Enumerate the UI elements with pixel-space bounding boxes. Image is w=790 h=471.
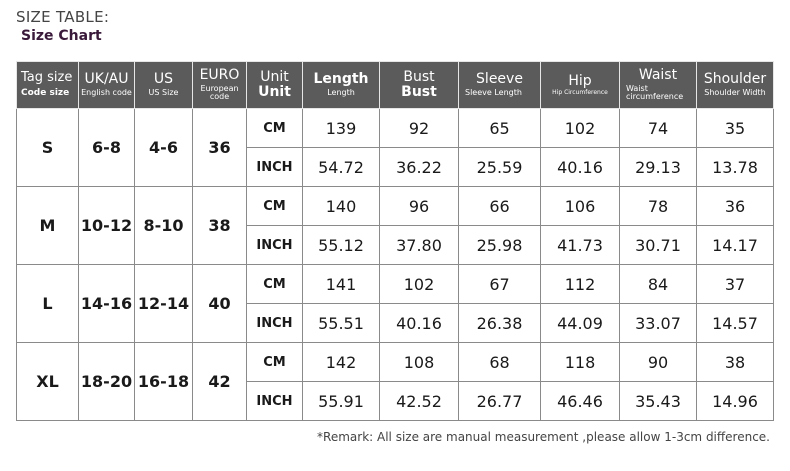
euro-cell: 38	[193, 187, 247, 265]
tag-size-cell: XL	[17, 343, 79, 421]
hip-cell: 102	[541, 109, 620, 148]
waist-cell: 30.71	[620, 226, 697, 265]
header-us	[135, 62, 193, 109]
unit-cell: CM	[247, 343, 303, 382]
shoulder-cell: 14.96	[697, 382, 774, 421]
euro-cell: 40	[193, 265, 247, 343]
shoulder-cell: 14.57	[697, 304, 774, 343]
hip-cell: 112	[541, 265, 620, 304]
header-hip-sub: Hip Circumference	[552, 89, 608, 97]
size-table-label: SIZE TABLE:	[16, 8, 110, 26]
header-waist	[620, 62, 697, 109]
us-cell: 4-6	[135, 109, 193, 187]
bust-cell: 37.80	[380, 226, 459, 265]
length-cell: 55.51	[303, 304, 380, 343]
header-sleeve-label: Sleeve	[476, 71, 523, 88]
header-sleeve-sub: Sleeve Length	[465, 88, 522, 98]
header-length-label: Length	[313, 71, 369, 88]
uk-au-cell: 10-12	[79, 187, 135, 265]
header-tag-size-label: Tag size	[21, 70, 73, 86]
sleeve-cell: 26.77	[459, 382, 541, 421]
header-row	[17, 62, 774, 109]
unit-cell: CM	[247, 187, 303, 226]
header-sleeve	[459, 62, 541, 109]
header-euro	[193, 62, 247, 109]
length-cell: 55.91	[303, 382, 380, 421]
size-chart-title: Size Chart	[21, 28, 102, 44]
header-tag-size-sub: Code size	[21, 88, 70, 99]
tag-size-cell: L	[17, 265, 79, 343]
tag-size-cell: M	[17, 187, 79, 265]
header-unit-label: Unit	[260, 69, 289, 86]
header-hip	[541, 62, 620, 109]
header-uk-au-sub: English code	[81, 88, 132, 98]
waist-cell: 84	[620, 265, 697, 304]
sleeve-cell: 66	[459, 187, 541, 226]
euro-cell: 42	[193, 343, 247, 421]
waist-cell: 74	[620, 109, 697, 148]
bust-cell: 42.52	[380, 382, 459, 421]
header-euro-label: EURO	[199, 67, 240, 84]
shoulder-cell: 13.78	[697, 148, 774, 187]
waist-cell: 29.13	[620, 148, 697, 187]
header-unit	[247, 62, 303, 109]
header-waist-sub: Waist circumference	[626, 83, 684, 102]
header-shoulder-sub: Shoulder Width	[704, 88, 766, 98]
shoulder-cell: 37	[697, 265, 774, 304]
header-us-label: US	[153, 71, 174, 88]
unit-cell: CM	[247, 109, 303, 148]
header-bust-label: Bust	[403, 69, 435, 86]
waist-cell: 35.43	[620, 382, 697, 421]
uk-au-cell: 18-20	[79, 343, 135, 421]
table-row	[17, 109, 774, 148]
bust-cell: 40.16	[380, 304, 459, 343]
bust-cell: 96	[380, 187, 459, 226]
hip-cell: 106	[541, 187, 620, 226]
waist-cell: 90	[620, 343, 697, 382]
unit-cell: INCH	[247, 226, 303, 265]
length-cell: 54.72	[303, 148, 380, 187]
waist-cell: 78	[620, 187, 697, 226]
length-cell: 55.12	[303, 226, 380, 265]
shoulder-cell: 14.17	[697, 226, 774, 265]
sleeve-cell: 26.38	[459, 304, 541, 343]
header-tag-size	[17, 62, 79, 109]
sleeve-cell: 67	[459, 265, 541, 304]
hip-cell: 118	[541, 343, 620, 382]
shoulder-cell: 36	[697, 187, 774, 226]
unit-cell: INCH	[247, 382, 303, 421]
length-cell: 140	[303, 187, 380, 226]
header-uk-au-label: UK/AU	[84, 71, 129, 88]
header-uk-au	[79, 62, 135, 109]
us-cell: 12-14	[135, 265, 193, 343]
header-unit-sub: Unit	[258, 84, 291, 100]
header-bust-sub: Bust	[401, 84, 437, 100]
hip-cell: 40.16	[541, 148, 620, 187]
us-cell: 16-18	[135, 343, 193, 421]
shoulder-cell: 38	[697, 343, 774, 382]
table-row	[17, 343, 774, 382]
tag-size-cell: S	[17, 109, 79, 187]
uk-au-cell: 14-16	[79, 265, 135, 343]
waist-cell: 33.07	[620, 304, 697, 343]
euro-cell: 36	[193, 109, 247, 187]
unit-cell: INCH	[247, 148, 303, 187]
sleeve-cell: 65	[459, 109, 541, 148]
unit-cell: INCH	[247, 304, 303, 343]
remark-note: *Remark: All size are manual measurement ,please allow 1-3cm difference.	[317, 430, 770, 444]
header-shoulder	[697, 62, 774, 109]
hip-cell: 46.46	[541, 382, 620, 421]
sleeve-cell: 25.98	[459, 226, 541, 265]
bust-cell: 92	[380, 109, 459, 148]
unit-cell: CM	[247, 265, 303, 304]
header-hip-label: Hip	[568, 72, 592, 89]
table-row	[17, 187, 774, 226]
us-cell: 8-10	[135, 187, 193, 265]
sleeve-cell: 68	[459, 343, 541, 382]
bust-cell: 102	[380, 265, 459, 304]
header-length-sub: Length	[327, 88, 355, 98]
length-cell: 141	[303, 265, 380, 304]
shoulder-cell: 35	[697, 109, 774, 148]
size-chart-table	[16, 61, 774, 421]
length-cell: 142	[303, 343, 380, 382]
header-shoulder-label: Shoulder	[703, 71, 767, 88]
header-euro-sub: European code	[200, 83, 239, 102]
table-row	[17, 265, 774, 304]
bust-cell: 108	[380, 343, 459, 382]
hip-cell: 44.09	[541, 304, 620, 343]
header-bust	[380, 62, 459, 109]
sleeve-cell: 25.59	[459, 148, 541, 187]
header-us-sub: US Size	[148, 88, 179, 98]
bust-cell: 36.22	[380, 148, 459, 187]
hip-cell: 41.73	[541, 226, 620, 265]
header-length	[303, 62, 380, 109]
uk-au-cell: 6-8	[79, 109, 135, 187]
length-cell: 139	[303, 109, 380, 148]
header-waist-label: Waist	[638, 67, 678, 84]
